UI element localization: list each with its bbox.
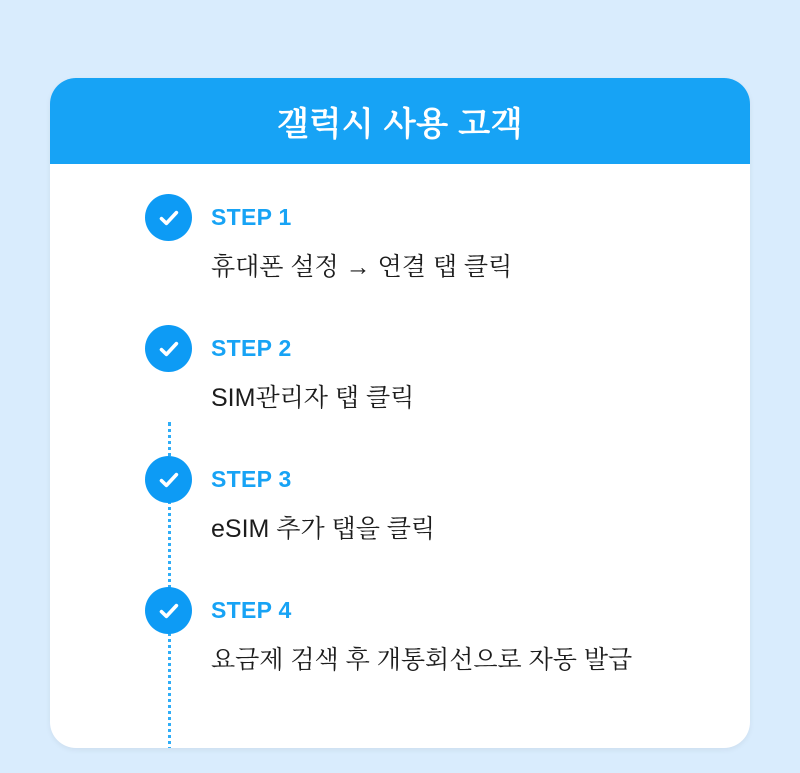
check-icon — [145, 194, 192, 241]
step-label: STEP 3 — [211, 466, 292, 492]
step-description: 요금제 검색 후 개통회선으로 자동 발급 — [211, 646, 633, 674]
list-item — [50, 194, 750, 325]
check-icon — [145, 587, 192, 634]
step-label: STEP 4 — [211, 597, 292, 623]
step-description: SIM관리자 탭 클릭 — [211, 384, 415, 412]
check-icon — [145, 456, 192, 503]
step-label: STEP 2 — [211, 335, 292, 361]
check-icon — [145, 325, 192, 372]
step-description: 휴대폰 설정 → 연결 탭 클릭 — [211, 253, 513, 281]
steps-list — [50, 194, 750, 718]
list-item — [50, 325, 750, 456]
card-header — [50, 78, 750, 164]
step-label: STEP 1 — [211, 204, 292, 230]
card-body — [50, 164, 750, 748]
galaxy-steps-card — [50, 78, 750, 748]
list-item — [50, 456, 750, 587]
list-item — [50, 587, 750, 718]
page-title: 갤럭시 사용 고객 — [277, 104, 523, 142]
step-description: eSIM 추가 탭을 클릭 — [211, 515, 436, 543]
